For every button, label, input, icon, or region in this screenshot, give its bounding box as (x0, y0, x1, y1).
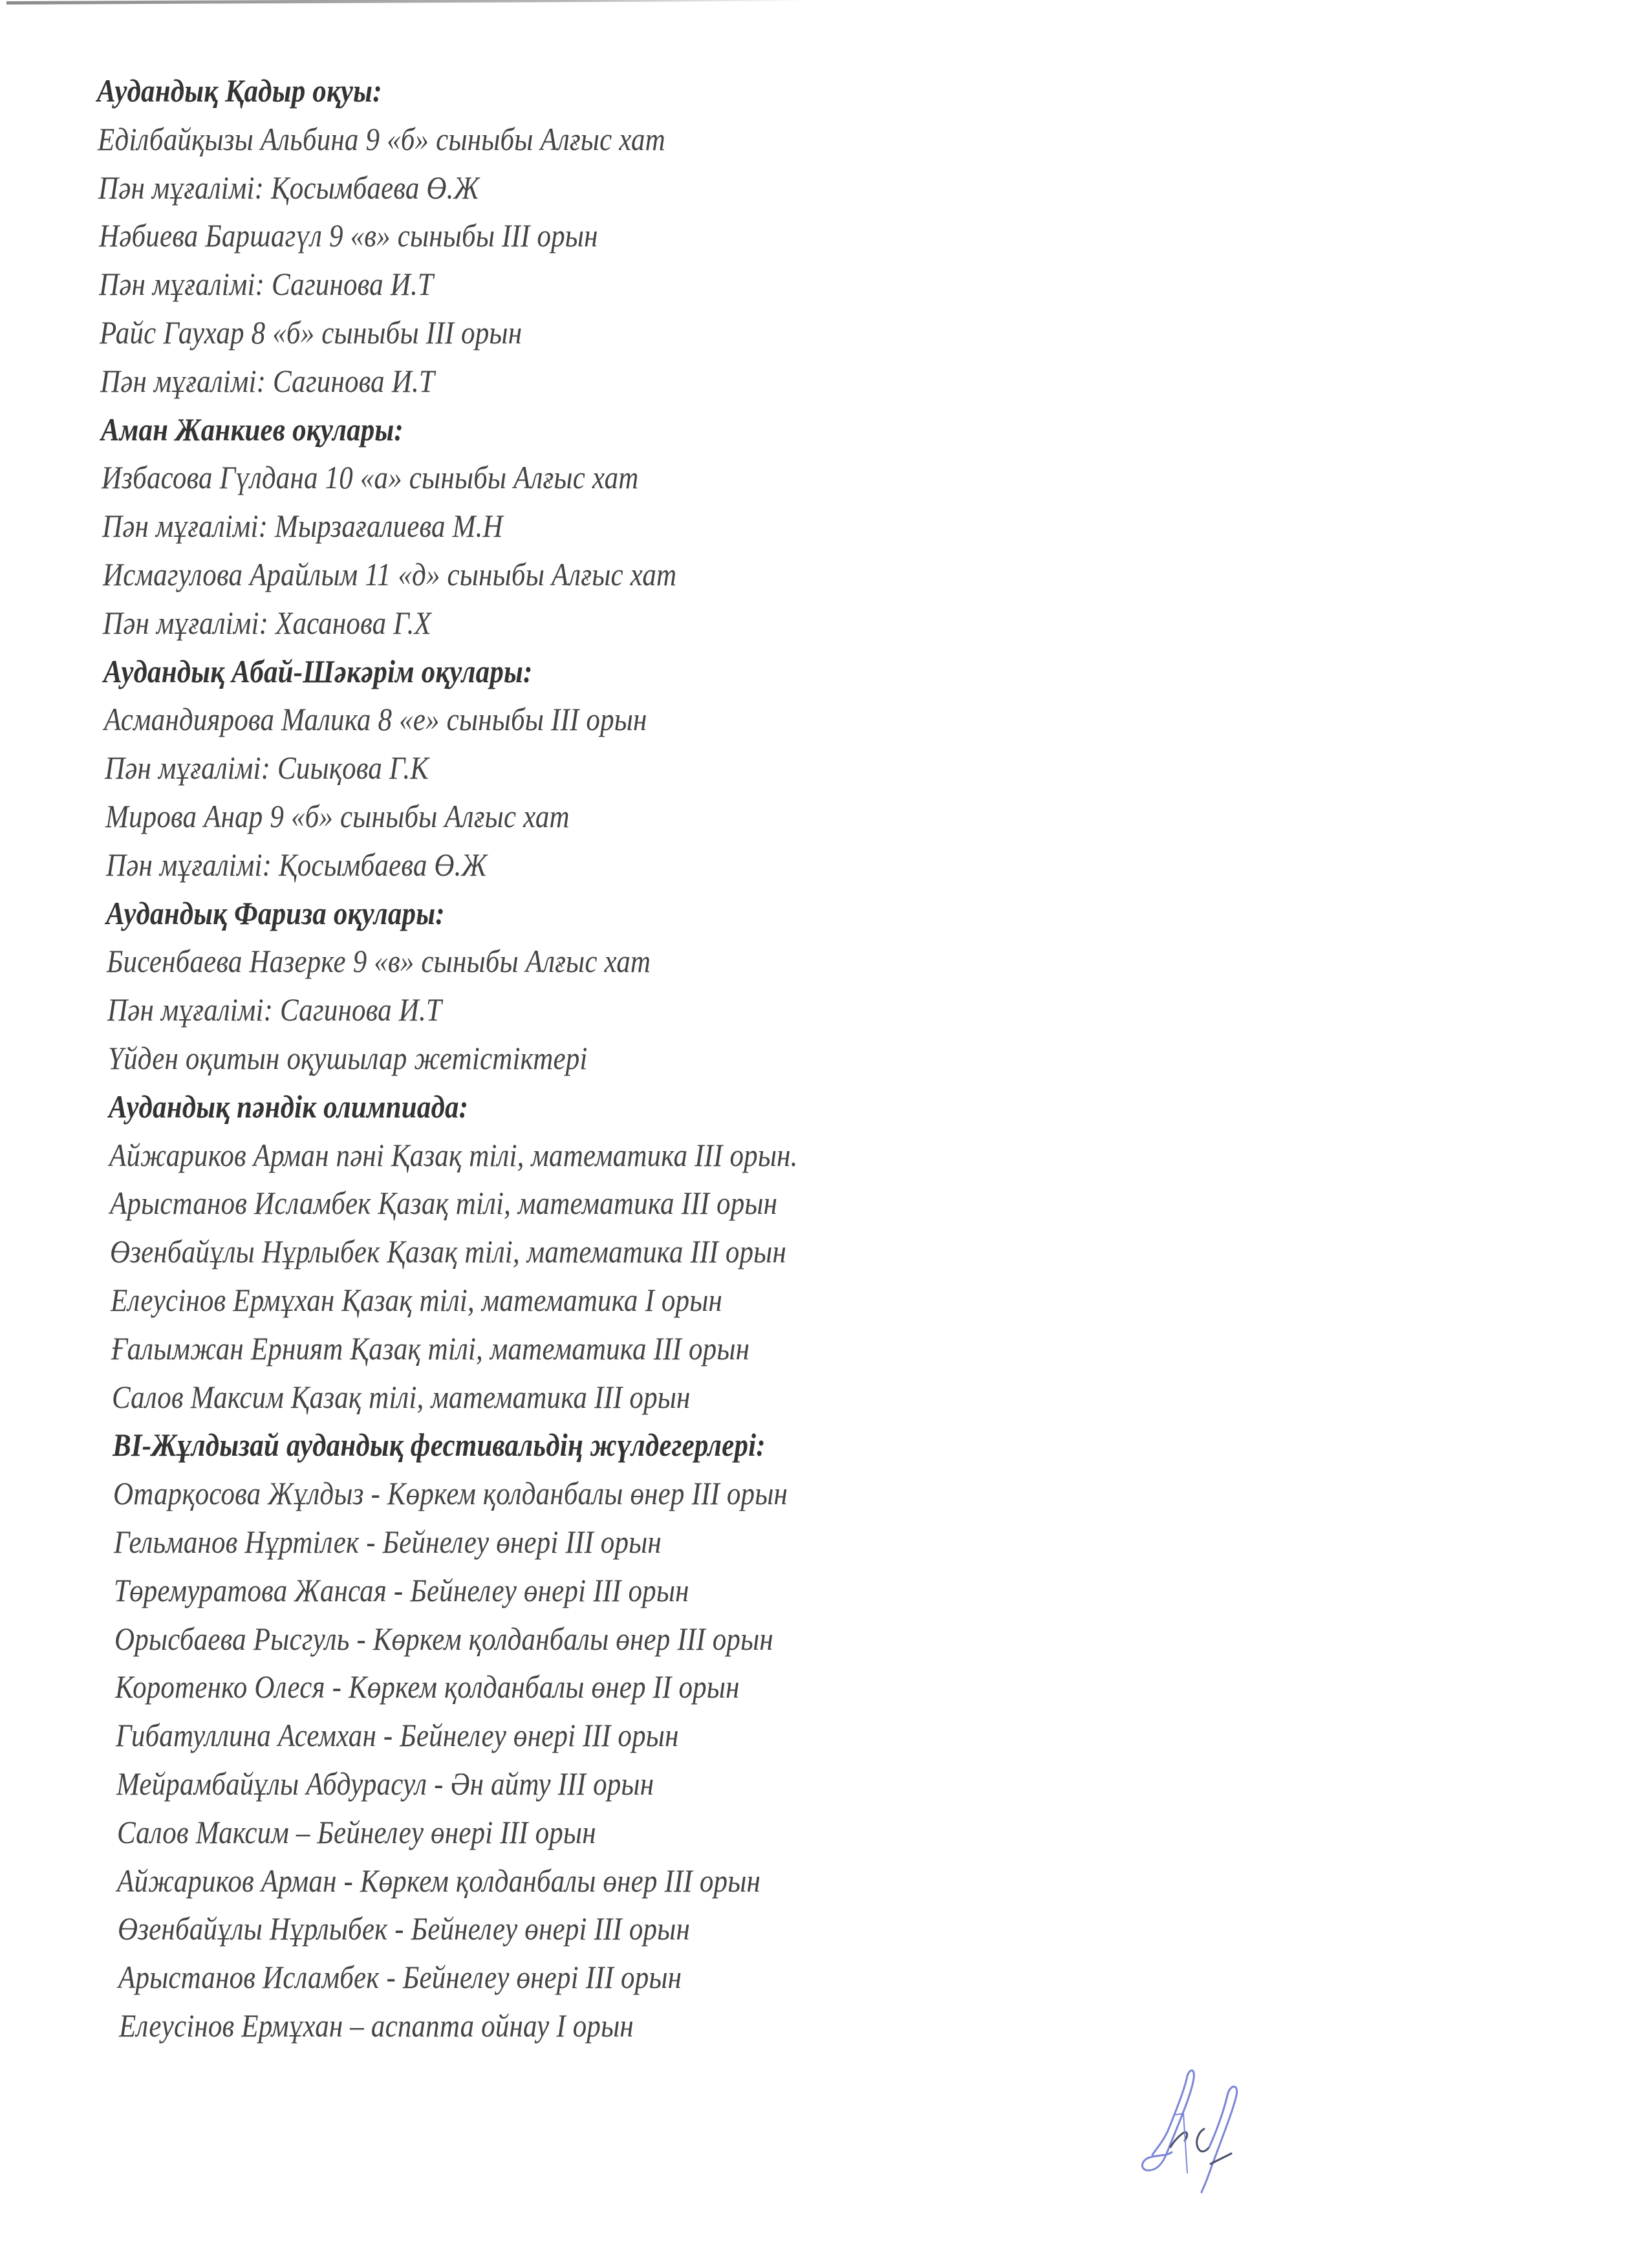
list-item: Мейрамбайұлы Абдурасул - Ән айту III орын (116, 1766, 654, 1802)
list-item: Пән мұғалімі: Мырзағалиева М.Н (102, 508, 503, 545)
list-item: Елеусінов Ермұхан – аспапта ойнау I орын (119, 2007, 634, 2044)
list-item: Избасова Гүлдана 10 «а» сыныбы Алғыс хат (101, 459, 639, 496)
list-item: Пән мұғалімі: Сиықова Г.К (104, 750, 429, 786)
list-item: Пән мұғалімі: Сагинова И.Т (107, 991, 442, 1028)
list-item: Коротенко Олеся - Көркем қолданбалы өнер II орын (115, 1669, 740, 1705)
list-item: Салов Максим Қазақ тілі, математика III орын (111, 1378, 691, 1415)
list-item: Төремуратова Жансая - Бейнелеу өнері III орын (114, 1571, 689, 1608)
list-item: Мирова Анар 9 «б» сыныбы Алғыс хат (105, 798, 570, 834)
section-heading: Аудандық Қадыр оқуы: (97, 72, 382, 109)
list-item: Салов Максим – Бейнелеу өнері III орын (116, 1813, 596, 1850)
signature-stroke (1176, 2113, 1187, 2173)
signature-image (1112, 2050, 1267, 2205)
list-item: Гельманов Нұртілек - Бейнелеу өнері III орын (113, 1524, 662, 1560)
list-item: Үйден оқитын оқушылар жетістіктері (108, 1040, 588, 1076)
list-item: Пән мұғалімі: Қосымбаева Ө.Ж (105, 846, 487, 883)
list-item: Исмагулова Арайлым 11 «д» сыныбы Алғыс хат (102, 556, 676, 592)
list-item: Пән мұғалімі: Сагинова И.Т (99, 266, 434, 303)
list-item: Айжариков Арман пәні Қазақ тілі, математика III орын. (109, 1136, 798, 1173)
signature-stroke (1197, 2129, 1209, 2152)
list-item: Райс Гаухар 8 «б» сыныбы III орын (100, 314, 523, 351)
list-item: Пән мұғалімі: Сагинова И.Т (100, 362, 435, 399)
list-item: Айжариков Арман - Көркем қолданбалы өнер III орын (117, 1862, 761, 1899)
list-item: Гибатуллина Асемхан - Бейнелеу өнері III орын (115, 1717, 679, 1754)
list-item: Еділбайқызы Альбина 9 «б» сыныбы Алғыс хат (97, 120, 665, 157)
list-item: Арыстанов Исламбек - Бейнелеу өнері III орын (118, 1959, 682, 1996)
list-item: Пән мұғалімі: Хасанова Г.Х (103, 604, 432, 641)
list-item: Нәбиева Баршагүл 9 «в» сыныбы III орын (98, 217, 598, 254)
signature-stroke (1202, 2087, 1237, 2193)
list-item: Елеусінов Ермұхан Қазақ тілі, математика I орын (111, 1282, 723, 1318)
list-item: Арыстанов Исламбек Қазақ тілі, математика III орын (109, 1185, 777, 1222)
list-item: Пән мұғалімі: Қосымбаева Ө.Ж (98, 169, 479, 206)
list-item: Өзенбайұлы Нұрлыбек Қазақ тілі, математика III орын (110, 1233, 787, 1270)
section-heading: Аман Жанкиев оқулары: (100, 411, 404, 448)
list-item: Өзенбайұлы Нұрлыбек - Бейнелеу өнері III орын (118, 1910, 691, 1947)
section-heading: ВІ-Жұлдызай аудандық фестивальдің жүлдегерлері: (112, 1427, 766, 1463)
list-item: Орысбаева Рысгуль - Көркем қолданбалы өнер III орын (114, 1620, 774, 1657)
list-item: Бисенбаева Назерке 9 «в» сыныбы Алғыс хат (107, 943, 651, 980)
list-item: Асмандиярова Малика 8 «е» сыныбы III орын (104, 701, 647, 738)
list-item: Ғалымжан Ерният Қазақ тілі, математика III орын (111, 1330, 750, 1366)
section-heading: Аудандық Фариза оқулары: (106, 894, 446, 931)
section-heading: Аудандық Абай-Шәкәрім оқулары: (103, 653, 533, 689)
section-heading: Аудандық пәндік олимпиада: (108, 1088, 468, 1125)
list-item: Отарқосова Жұлдыз - Көркем қолданбалы өнер III орын (113, 1475, 788, 1512)
